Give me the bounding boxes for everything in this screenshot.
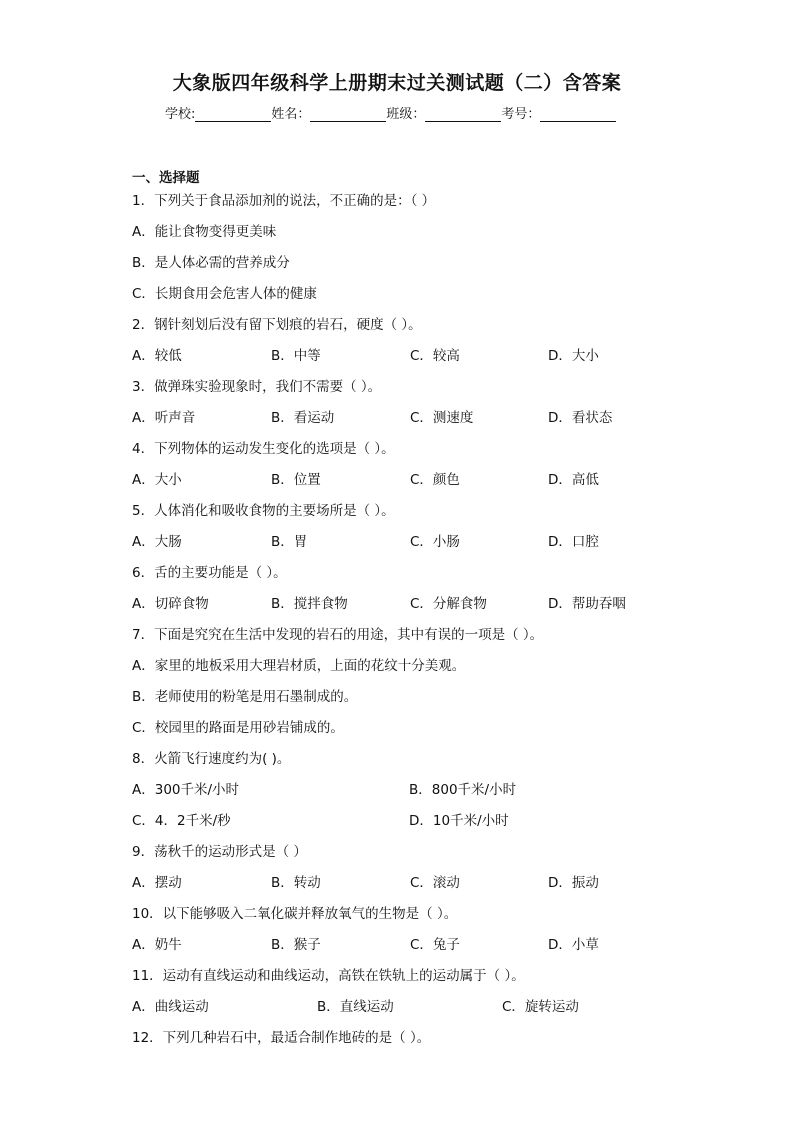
answer-option: A．300千米/小时 xyxy=(132,782,240,798)
question-stem: 11．运动有直线运动和曲线运动，高铁在铁轨上的运动属于（ ）。 xyxy=(132,968,525,984)
answer-option: A．大肠 xyxy=(132,534,182,550)
section-title: 一、选择题 xyxy=(132,170,200,186)
answer-option: B．直线运动 xyxy=(317,999,394,1015)
class-label: 班级： xyxy=(386,107,426,122)
answer-option: A．较低 xyxy=(132,348,182,364)
answer-option: C．旋转运动 xyxy=(502,999,579,1015)
answer-option: C．滚动 xyxy=(410,875,460,891)
question-stem: 1．下列关于食品添加剂的说法，不正确的是：（ ） xyxy=(132,193,436,209)
answer-option: D．振动 xyxy=(548,875,599,891)
student-info-line xyxy=(165,103,616,122)
question-stem: 6．舌的主要功能是（ ）。 xyxy=(132,565,287,581)
question-stem: 2．钢针刻划后没有留下划痕的岩石，硬度（ ）。 xyxy=(132,317,422,333)
school-label: 学校: xyxy=(165,107,196,122)
question-stem: 4．下列物体的运动发生变化的选项是（ ）。 xyxy=(132,441,395,457)
answer-option: D．看状态 xyxy=(548,410,613,426)
answer-option: B．老师使用的粉笔是用石墨制成的。 xyxy=(132,689,358,705)
exam-number-blank xyxy=(540,107,616,122)
answer-option: A．能让食物变得更美味 xyxy=(132,224,277,240)
answer-option: B．800千米/小时 xyxy=(409,782,517,798)
page-title: 大象版四年级科学上册期末过关测试题（二）含答案 xyxy=(172,72,622,94)
answer-option: C．4．2千米/秒 xyxy=(132,813,231,829)
answer-option: B．猴子 xyxy=(271,937,321,953)
answer-option: C．较高 xyxy=(410,348,460,364)
answer-option: C．小肠 xyxy=(410,534,460,550)
question-stem: 7．下面是究究在生活中发现的岩石的用途，其中有误的一项是（ ）。 xyxy=(132,627,544,643)
question-stem: 8．火箭飞行速度约为( )。 xyxy=(132,751,291,767)
answer-option: B．是人体必需的营养成分 xyxy=(132,255,290,271)
answer-options-row xyxy=(132,593,652,624)
name-label: 姓名： xyxy=(271,107,311,122)
answer-option: C．兔子 xyxy=(410,937,460,953)
answer-option: B．位置 xyxy=(271,472,321,488)
answer-option: C．长期食用会危害人体的健康 xyxy=(132,286,317,302)
answer-option: B．胃 xyxy=(271,534,308,550)
name-blank xyxy=(310,107,386,122)
answer-options-row xyxy=(132,345,652,376)
answer-option: A．曲线运动 xyxy=(132,999,209,1015)
answer-option: D．口腔 xyxy=(548,534,599,550)
answer-option: B．转动 xyxy=(271,875,321,891)
question-stem: 9．荡秋千的运动形式是（ ） xyxy=(132,844,307,860)
answer-option: A．切碎食物 xyxy=(132,596,209,612)
answer-option: C．测速度 xyxy=(410,410,474,426)
answer-options-row xyxy=(132,469,652,500)
question-list xyxy=(132,190,652,1058)
answer-option: A．大小 xyxy=(132,472,182,488)
answer-options-row xyxy=(132,872,652,903)
answer-option: A．家里的地板采用大理岩材质，上面的花纹十分美观。 xyxy=(132,658,466,674)
answer-options-row xyxy=(132,996,652,1027)
answer-options-row xyxy=(132,531,652,562)
answer-option: D．小草 xyxy=(548,937,599,953)
answer-option: D．高低 xyxy=(548,472,599,488)
answer-option: A．奶牛 xyxy=(132,937,182,953)
question-stem: 3．做弹珠实验现象时，我们不需要（ ）。 xyxy=(132,379,382,395)
answer-option: B．看运动 xyxy=(271,410,335,426)
exam-number-label: 考号： xyxy=(501,107,541,122)
class-blank xyxy=(425,107,501,122)
answer-option: B．中等 xyxy=(271,348,321,364)
answer-option: D．10千米/小时 xyxy=(409,813,509,829)
answer-options-row xyxy=(132,810,652,841)
answer-option: A．听声音 xyxy=(132,410,196,426)
school-blank xyxy=(195,107,271,122)
answer-option: D．帮助吞咽 xyxy=(548,596,626,612)
answer-option: B．搅拌食物 xyxy=(271,596,348,612)
answer-option: D．大小 xyxy=(548,348,599,364)
answer-options-row xyxy=(132,779,652,810)
question-stem: 10．以下能够吸入二氧化碳并释放氧气的生物是（ ）。 xyxy=(132,906,458,922)
answer-option: C．颜色 xyxy=(410,472,460,488)
answer-option: C．校园里的路面是用砂岩铺成的。 xyxy=(132,720,344,736)
question-stem: 12．下列几种岩石中，最适合制作地砖的是（ ）。 xyxy=(132,1030,431,1046)
answer-option: C．分解食物 xyxy=(410,596,487,612)
answer-option: A．摆动 xyxy=(132,875,182,891)
question-stem: 5．人体消化和吸收食物的主要场所是（ ）。 xyxy=(132,503,395,519)
answer-options-row xyxy=(132,407,652,438)
answer-options-row xyxy=(132,934,652,965)
